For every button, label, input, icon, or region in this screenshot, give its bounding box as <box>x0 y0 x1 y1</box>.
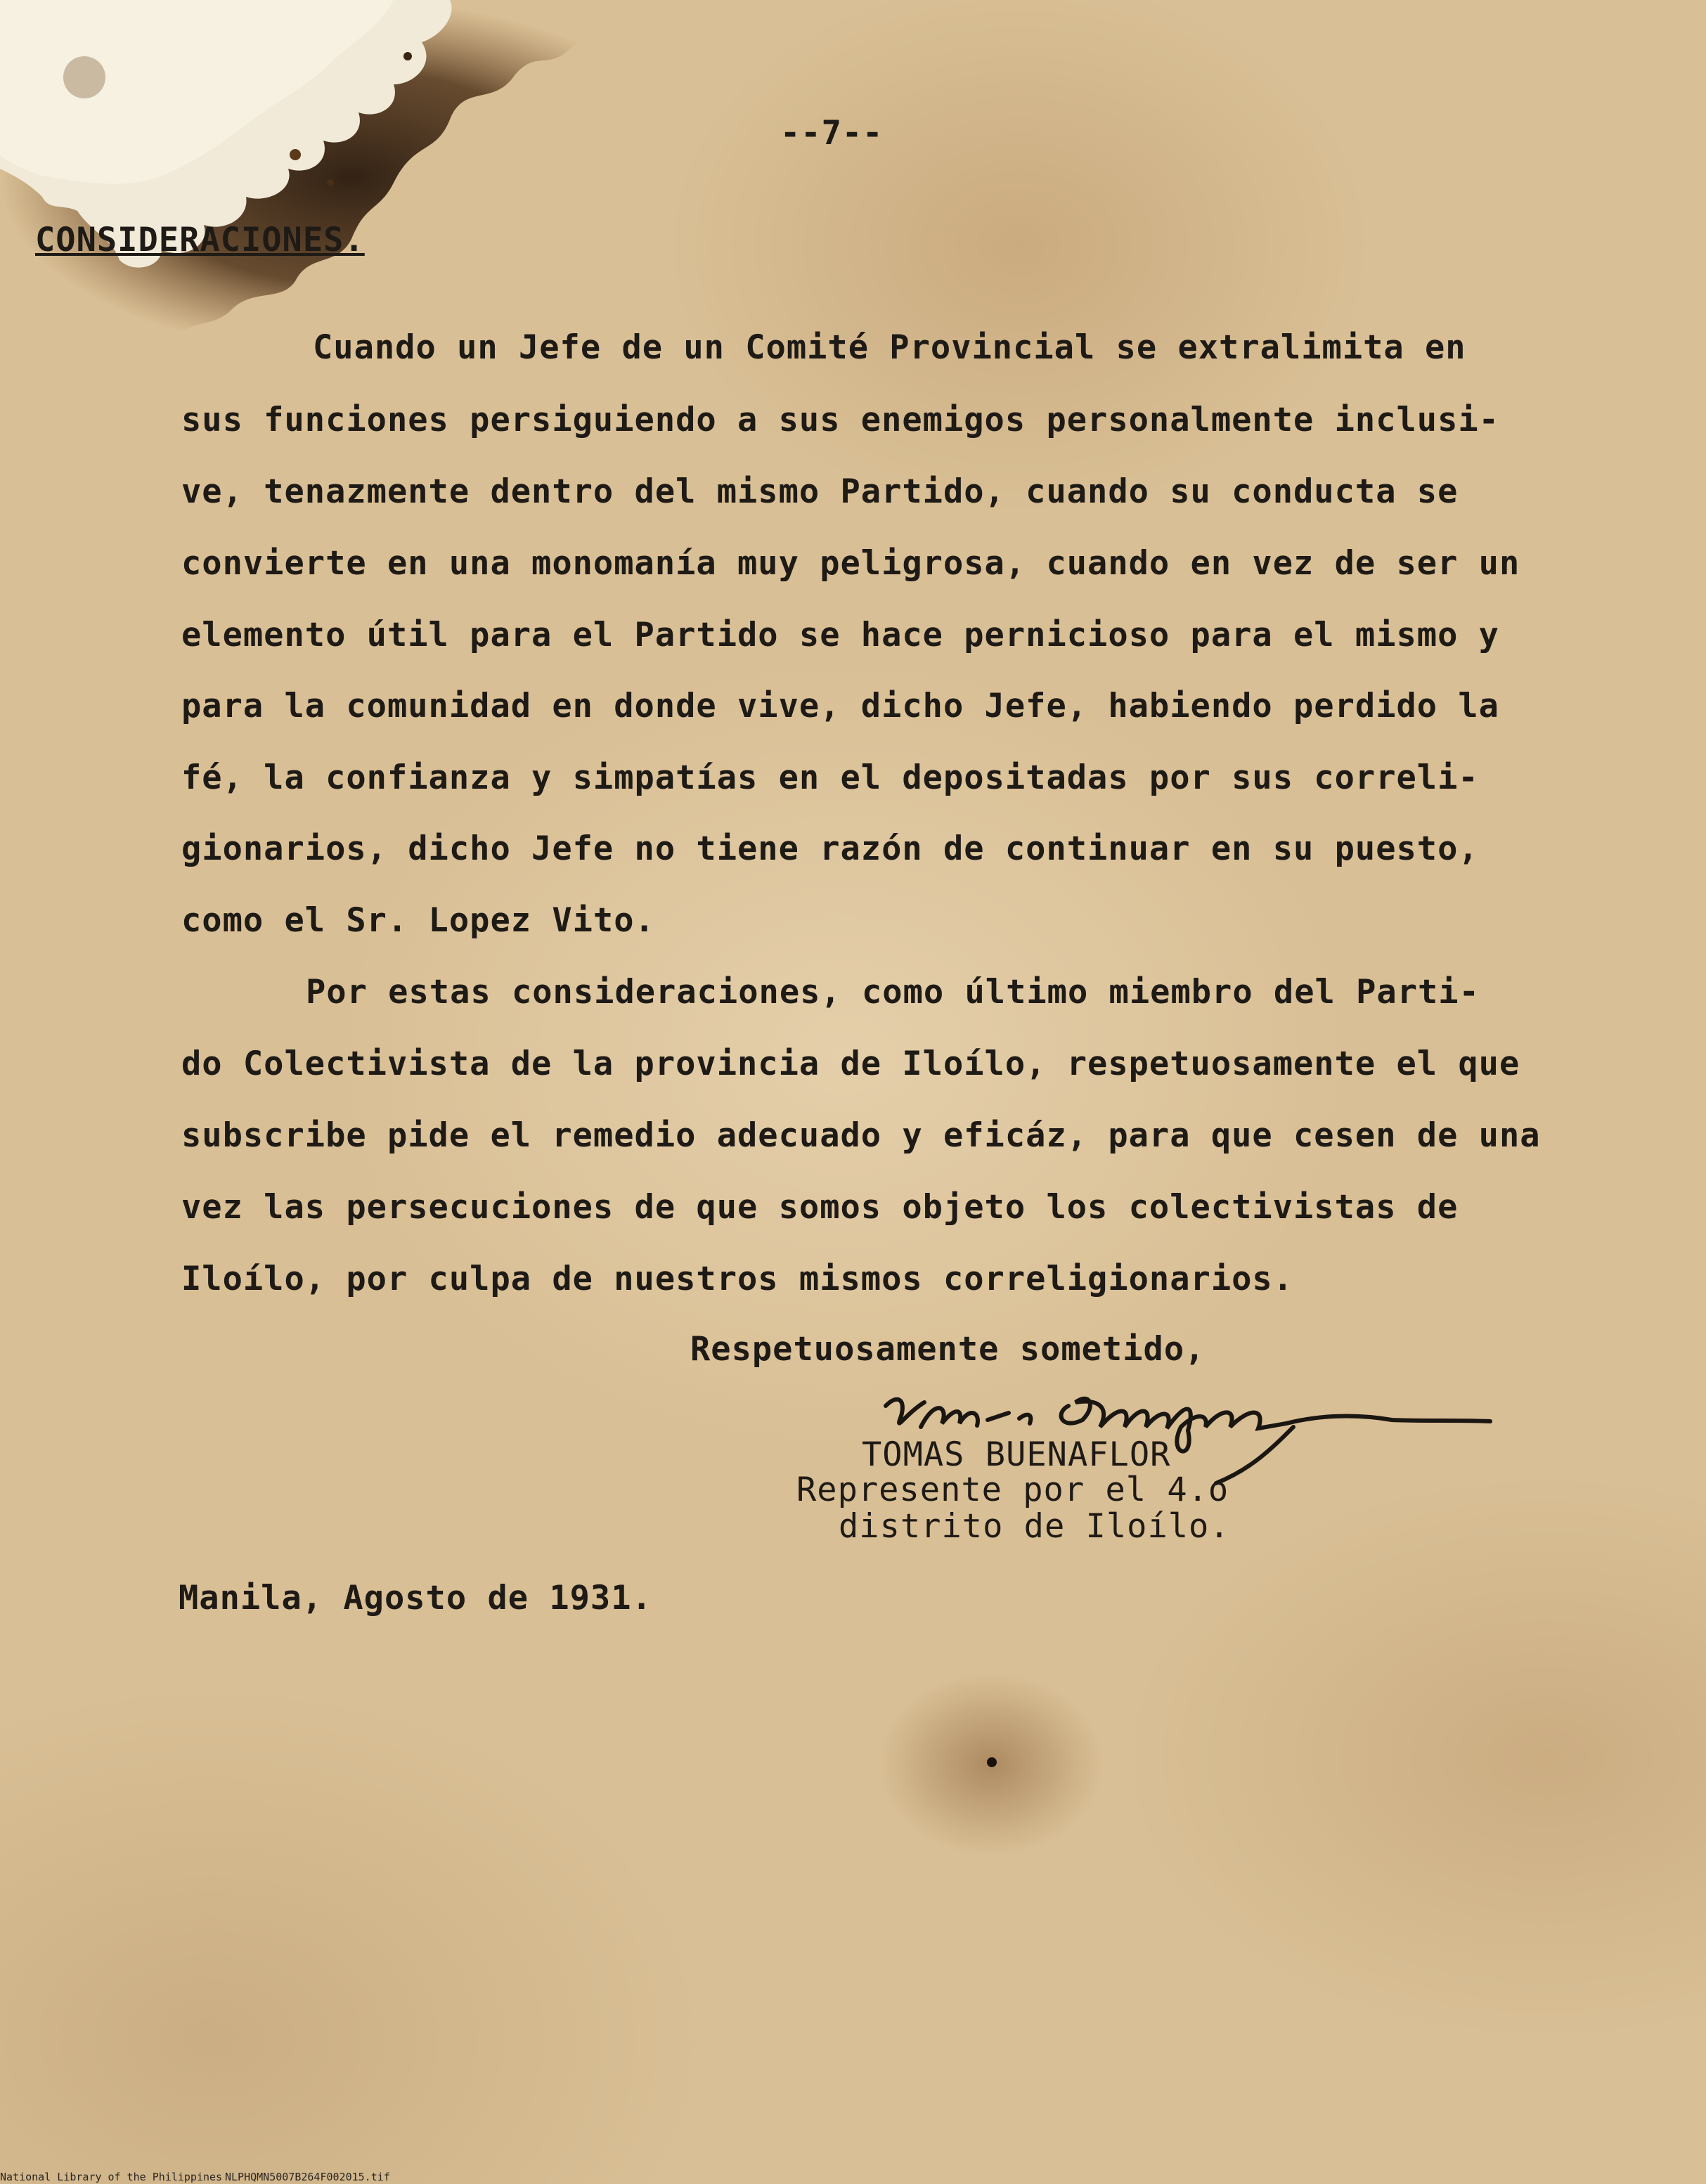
paragraph-line: Iloílo, por culpa de nuestros mismos correligionarios. <box>181 1260 1294 1298</box>
paragraph-line: ve, tenazmente dentro del mismo Partido, cuando su conducta se <box>181 472 1459 511</box>
paragraph-line: subscribe pide el remedio adecuado y eficáz, para que cesen de una <box>181 1116 1541 1155</box>
paragraph-line: para la comunidad en donde vive, dicho Jefe, habiendo perdido la <box>181 687 1499 725</box>
closing-salutation: Respetuosamente sometido, <box>690 1330 1206 1369</box>
paragraph-line: do Colectivista de la provincia de Iloílo, respetuosamente el que <box>181 1045 1520 1083</box>
signatory-title-line1: Represente por el 4.o <box>796 1471 1229 1509</box>
footer-filename: NLPHQMN5007B264F002015.tif <box>225 2171 390 2183</box>
paragraph-line: elemento útil para el Partido se hace pernicioso para el mismo y <box>181 616 1499 654</box>
page-number: --7-- <box>780 114 884 153</box>
paragraph-line: convierte en una monomanía muy peligrosa, cuando en vez de ser un <box>181 544 1520 583</box>
paragraph-line: gionarios, dicho Jefe no tiene razón de continuar en su puesto, <box>181 829 1479 868</box>
paragraph-line: Por estas consideraciones, como último miembro del Parti- <box>306 973 1480 1012</box>
paragraph-line: fé, la confianza y simpatías en el depositadas por sus correli- <box>181 758 1479 797</box>
signatory-name: TOMAS BUENAFLOR <box>862 1435 1171 1474</box>
paragraph-line: sus funciones persiguiendo a sus enemigos personalmente inclusi- <box>181 401 1499 439</box>
footer-library: National Library of the Philippines <box>0 2171 223 2183</box>
signatory-title-line2: distrito de Iloílo. <box>839 1507 1230 1546</box>
paragraph-line: como el Sr. Lopez Vito. <box>181 901 655 940</box>
section-heading: CONSIDERACIONES. <box>35 221 365 259</box>
place-date: Manila, Agosto de 1931. <box>179 1579 652 1617</box>
paragraph-line: Cuando un Jefe de un Comité Provincial se extralimita en <box>313 328 1466 367</box>
burned-corner <box>0 0 703 366</box>
paragraph-line: vez las persecuciones de que somos objeto los colectivistas de <box>181 1188 1459 1227</box>
stain-dot <box>987 1757 997 1767</box>
